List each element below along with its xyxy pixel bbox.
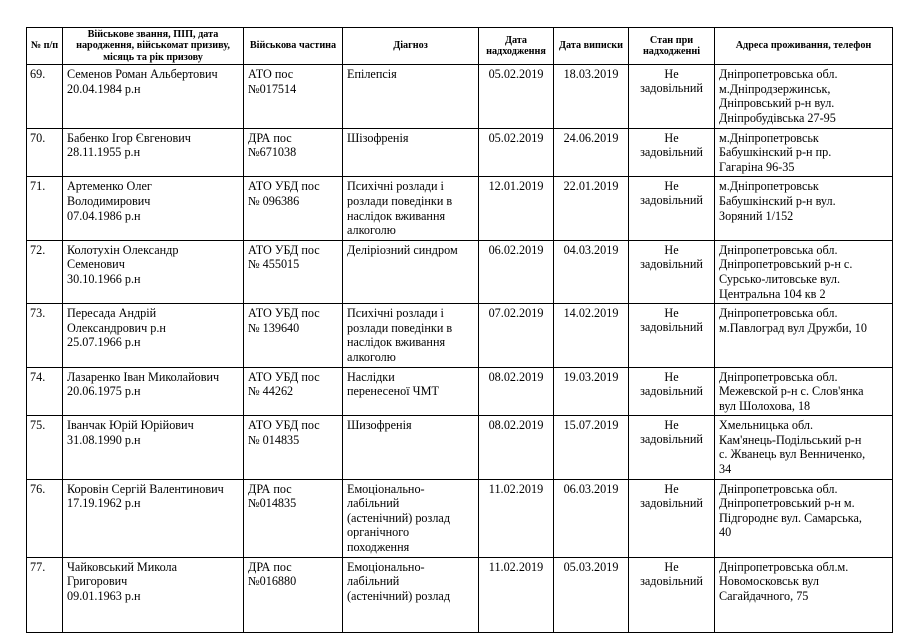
cell-condition (629, 479, 715, 557)
cell-address-line: Дніпропетровська обл.м. (719, 559, 849, 574)
cell-date-out: 14.02.2019 (554, 304, 629, 367)
cell-condition (629, 177, 715, 240)
cell-address-line: Зоряний 1/152 (719, 208, 794, 223)
cell-address-line: Дніпропетровська обл. (719, 242, 838, 257)
cell-address-line: м.Дніпродзержинськ, (719, 81, 831, 96)
cell-address-line: Межевской р-н с. Слов'янка (719, 384, 864, 399)
cell-address (715, 65, 893, 128)
cell-unit (244, 128, 343, 177)
cell-address-line: м.Дніпропетровськ (719, 179, 819, 194)
cell-unit (244, 240, 343, 303)
cell-person-line: 17.19.1962 р.н (67, 496, 141, 511)
cell-address-line: Бабушкінский р-н вул. (719, 193, 836, 208)
cell-address (715, 367, 893, 416)
cell-address-line: 40 (719, 525, 732, 540)
table-row (27, 416, 893, 479)
cell-person (63, 416, 244, 479)
cell-address-line: Дніпропетровська обл. (719, 67, 838, 82)
cell-address (715, 557, 893, 632)
cell-date-in: 06.02.2019 (479, 240, 554, 303)
cell-unit-line: № 44262 (248, 384, 294, 399)
cell-person-line: 31.08.1990 р.н (67, 432, 141, 447)
cell-address-line: Підгороднє вул. Самарська, (719, 510, 862, 525)
cell-diagnosis (343, 240, 479, 303)
cell-person (63, 479, 244, 557)
cell-condition (629, 416, 715, 479)
cell-date-out: 19.03.2019 (554, 367, 629, 416)
cell-num: 74. (27, 367, 63, 416)
cell-condition-line: задовільний (640, 573, 703, 588)
cell-date-in: 11.02.2019 (479, 479, 554, 557)
cell-condition-line: Не (664, 130, 679, 145)
cell-unit-line: АТО УБД пос (248, 179, 320, 194)
cell-condition (629, 557, 715, 632)
cell-unit (244, 367, 343, 416)
header-diagnosis: Діагноз (343, 28, 479, 65)
cell-unit-line: №671038 (248, 145, 297, 160)
cell-person-line: Іванчак Юрій Юрійович (67, 418, 194, 433)
cell-address-line: Сагайдачного, 75 (719, 588, 809, 603)
cell-unit (244, 479, 343, 557)
cell-unit-line: АТО УБД пос (248, 306, 320, 321)
cell-date-out: 24.06.2019 (554, 128, 629, 177)
table-row (27, 304, 893, 367)
table-row (27, 557, 893, 632)
cell-diagnosis-line: розлади поведінки в (347, 320, 453, 335)
cell-condition-line: Не (664, 242, 679, 257)
cell-condition-line: задовільний (640, 383, 703, 398)
cell-unit-line: №017514 (248, 81, 297, 96)
cell-diagnosis (343, 479, 479, 557)
cell-num: 72. (27, 240, 63, 303)
cell-address-line: м.Павлоград вул Дружби, 10 (719, 320, 867, 335)
cell-address-line: м.Дніпропетровськ (719, 130, 819, 145)
cell-num: 75. (27, 416, 63, 479)
cell-person-line: Артеменко Олег (67, 179, 152, 194)
cell-address (715, 128, 893, 177)
cell-diagnosis-line: органічного (347, 525, 410, 540)
table-row (27, 128, 893, 177)
cell-unit-line: ДРА пос (248, 559, 292, 574)
cell-condition (629, 304, 715, 367)
cell-unit-line: АТО УБД пос (248, 369, 320, 384)
cell-num: 77. (27, 557, 63, 632)
cell-person-line: 20.06.1975 р.н (67, 384, 141, 399)
cell-person-line: 25.07.1966 р.н (67, 335, 141, 350)
cell-unit-line: АТО пос (248, 67, 294, 82)
cell-address-line: Дніпробудівська 27-95 (719, 111, 836, 125)
cell-date-in: 05.02.2019 (479, 65, 554, 128)
cell-person-line: 20.04.1984 р.н (67, 81, 141, 96)
cell-condition (629, 65, 715, 128)
cell-address-line: Гагаріна 96-35 (719, 159, 795, 174)
cell-address-line: Сурсько-литовське вул. (719, 271, 841, 286)
cell-person (63, 128, 244, 177)
cell-person-line: 09.01.1963 р.н (67, 588, 141, 603)
cell-num: 69. (27, 65, 63, 128)
cell-person-line: Семенович (67, 257, 125, 272)
header-condition: Стан при надходженні (629, 28, 715, 65)
cell-person-line: Колотухін Олександр (67, 242, 179, 257)
cell-unit (244, 416, 343, 479)
cell-condition-line: задовільний (640, 256, 703, 271)
cell-unit-line: ДРА пос (248, 481, 292, 496)
cell-person (63, 557, 244, 632)
cell-date-out: 06.03.2019 (554, 479, 629, 557)
cell-diagnosis-line: алкоголю (347, 223, 396, 238)
cell-unit-line: ДРА пос (248, 130, 292, 145)
cell-person-line: Бабенко Ігор Євгенович (67, 130, 191, 145)
cell-diagnosis-line: алкоголю (347, 349, 396, 364)
cell-address-line: Дніпровський р-н вул. (719, 96, 835, 111)
cell-unit (244, 557, 343, 632)
cell-address-line: Дніпропетровська обл. (719, 369, 838, 384)
cell-condition-line: задовільний (640, 320, 703, 335)
header-person: Військове звання, ПІП, дата народження, військомат призиву, місяць та рік призову (63, 28, 244, 65)
cell-diagnosis-line: Емоціонально- (347, 481, 425, 496)
cell-unit (244, 304, 343, 367)
cell-address-line: Дніпропетровська обл. (719, 306, 838, 321)
cell-unit-line: № 014835 (248, 432, 300, 447)
cell-diagnosis-line: Деліріозний синдром (347, 242, 458, 257)
cell-diagnosis-line: Шизофренія (347, 418, 412, 433)
cell-address-line: Центральна 104 кв 2 (719, 286, 826, 301)
cell-address (715, 479, 893, 557)
header-unit: Військова частина (244, 28, 343, 65)
table-row (27, 65, 893, 128)
header-address: Адреса проживання, телефон (715, 28, 893, 65)
cell-unit-line: № 139640 (248, 320, 300, 335)
cell-unit-line: АТО УБД пос (248, 418, 320, 433)
header-num: № п/п (27, 28, 63, 65)
cell-num: 71. (27, 177, 63, 240)
cell-condition-line: Не (664, 369, 679, 384)
cell-address (715, 416, 893, 479)
cell-date-in: 11.02.2019 (479, 557, 554, 632)
cell-address (715, 240, 893, 303)
cell-unit (244, 65, 343, 128)
cell-person-line: 28.11.1955 р.н (67, 145, 141, 160)
cell-condition-line: Не (664, 418, 679, 433)
cell-person-line: 30.10.1966 р.н (67, 271, 141, 286)
cell-diagnosis-line: Шізофренія (347, 130, 409, 145)
cell-date-in: 12.01.2019 (479, 177, 554, 240)
cell-person-line: Чайковський Микола (67, 559, 177, 574)
cell-address-line: 34 (719, 462, 732, 477)
cell-condition (629, 240, 715, 303)
cell-diagnosis-line: наслідок вживання (347, 335, 446, 350)
cell-address-line: Хмельницька обл. (719, 418, 814, 433)
cell-condition-line: задовільний (640, 432, 703, 447)
table-row (27, 177, 893, 240)
cell-condition-line: Не (664, 306, 679, 321)
cell-diagnosis (343, 177, 479, 240)
cell-diagnosis (343, 65, 479, 128)
cell-unit-line: № 455015 (248, 257, 300, 272)
cell-date-in: 08.02.2019 (479, 416, 554, 479)
cell-condition-line: задовільний (640, 495, 703, 510)
cell-date-in: 07.02.2019 (479, 304, 554, 367)
cell-unit-line: № 096386 (248, 193, 300, 208)
cell-person-line: Григорович (67, 574, 128, 589)
cell-person (63, 304, 244, 367)
cell-diagnosis-line: лабільний (347, 574, 400, 589)
cell-person-line: Пересада Андрій (67, 306, 157, 321)
cell-condition (629, 128, 715, 177)
cell-diagnosis-line: розлади поведінки в (347, 193, 453, 208)
cell-num: 70. (27, 128, 63, 177)
cell-unit-line: №014835 (248, 496, 297, 511)
cell-person-line: Володимирович (67, 193, 151, 208)
cell-date-out: 18.03.2019 (554, 65, 629, 128)
cell-condition-line: Не (664, 67, 679, 82)
cell-diagnosis (343, 367, 479, 416)
cell-unit-line: АТО УБД пос (248, 242, 320, 257)
cell-person (63, 177, 244, 240)
cell-date-out: 22.01.2019 (554, 177, 629, 240)
cell-address-line: Дніпропетровський р-н с. (719, 257, 853, 272)
cell-person-line: Олександрович р.н (67, 320, 166, 335)
cell-person-line: 07.04.1986 р.н (67, 208, 141, 223)
cell-address-line: Кам'янець-Подільський р-н (719, 432, 862, 447)
table-row (27, 479, 893, 557)
cell-diagnosis-line: Психічні розлади і (347, 306, 444, 321)
cell-diagnosis-line: перенесеної ЧМТ (347, 384, 439, 399)
cell-diagnosis-line: лабільний (347, 496, 400, 511)
header-date-in: Дата надходження (479, 28, 554, 65)
cell-condition-line: задовільний (640, 81, 703, 96)
cell-condition-line: Не (664, 179, 679, 194)
cell-date-in: 05.02.2019 (479, 128, 554, 177)
cell-diagnosis-line: наслідок вживання (347, 208, 446, 223)
cell-person-line: Семенов Роман Альбертович (67, 67, 218, 82)
cell-person (63, 367, 244, 416)
table-header (27, 28, 893, 65)
cell-diagnosis-line: Психічні розлади і (347, 179, 444, 194)
cell-diagnosis-line: Епілепсія (347, 67, 397, 82)
cell-diagnosis-line: (астенічний) розлад (347, 588, 451, 603)
cell-diagnosis (343, 304, 479, 367)
cell-address-line: Новомосковськ вул (719, 574, 819, 589)
cell-unit (244, 177, 343, 240)
cell-num: 76. (27, 479, 63, 557)
cell-diagnosis (343, 128, 479, 177)
table-body (27, 65, 893, 632)
cell-person (63, 240, 244, 303)
cell-address-line: Бабушкінский р-н пр. (719, 145, 832, 160)
cell-condition-line: задовільний (640, 193, 703, 208)
cell-condition-line: Не (664, 481, 679, 496)
cell-diagnosis (343, 557, 479, 632)
cell-address-line: Дніпропетровський р-н м. (719, 496, 855, 511)
cell-address-line: Дніпропетровська обл. (719, 481, 838, 496)
cell-condition (629, 367, 715, 416)
patients-table (26, 27, 893, 633)
cell-person (63, 65, 244, 128)
cell-date-out: 04.03.2019 (554, 240, 629, 303)
cell-address-line: вул Шолохова, 18 (719, 398, 811, 413)
cell-date-out: 05.03.2019 (554, 557, 629, 632)
cell-diagnosis-line: (астенічний) розлад (347, 510, 451, 525)
cell-unit-line: №016880 (248, 574, 297, 589)
cell-address (715, 177, 893, 240)
cell-diagnosis-line: Наслідки (347, 369, 395, 384)
cell-condition-line: задовільний (640, 144, 703, 159)
cell-diagnosis-line: походження (347, 540, 410, 555)
cell-diagnosis (343, 416, 479, 479)
cell-person-line: Коровін Сергій Валентинович (67, 481, 224, 496)
cell-address (715, 304, 893, 367)
cell-person-line: Лазаренко Іван Миколайович (67, 369, 220, 384)
table-row (27, 367, 893, 416)
cell-date-in: 08.02.2019 (479, 367, 554, 416)
cell-num: 73. (27, 304, 63, 367)
cell-condition-line: Не (664, 559, 679, 574)
cell-address-line: с. Жванець вул Венниченко, (719, 447, 866, 462)
header-date-out: Дата виписки (554, 28, 629, 65)
cell-diagnosis-line: Емоціонально- (347, 559, 425, 574)
cell-date-out: 15.07.2019 (554, 416, 629, 479)
table-row (27, 240, 893, 303)
